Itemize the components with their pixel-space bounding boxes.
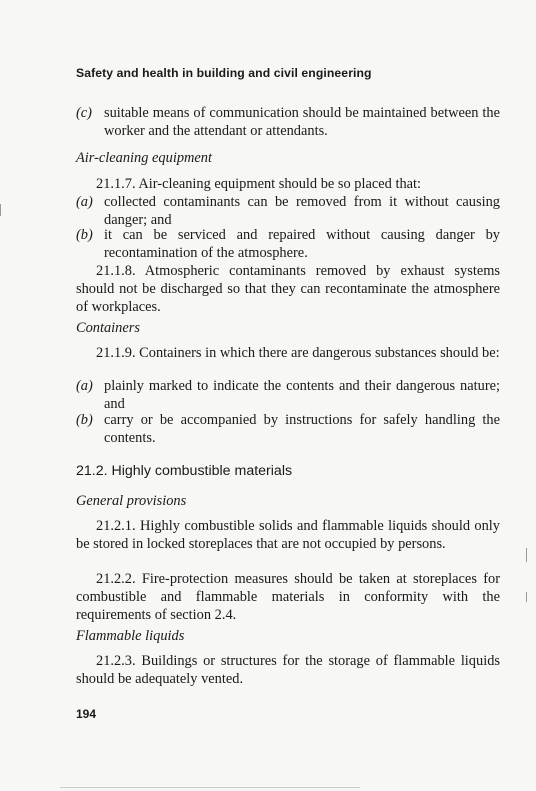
subheading-general-provisions: General provisions — [76, 493, 187, 509]
paragraph-21-2-1: 21.2.1. Highly combustible solids and flammable liquids should only be stored in locked storeplaces that are not occupied by persons. — [76, 518, 500, 552]
subheading-flammable-liquids: Flammable liquids — [76, 628, 185, 644]
list-item-c — [76, 104, 500, 140]
list-label: (a) — [76, 378, 93, 394]
list-item-a — [76, 377, 500, 413]
paragraph-21-1-7: 21.1.7. Air-cleaning equipment should be so placed that: — [96, 176, 422, 192]
list-label: (c) — [76, 105, 92, 121]
subheading-containers: Containers — [76, 320, 140, 336]
scan-bottom-edge — [60, 787, 360, 788]
list-label: (b) — [76, 227, 93, 243]
paragraph-21-1-9: 21.1.9. Containers in which there are dangerous substances should be: — [96, 345, 500, 361]
list-item-b — [76, 226, 500, 262]
list-text: plainly marked to indicate the contents and their dangerous nature; and — [104, 378, 500, 412]
list-label: (a) — [76, 194, 93, 210]
list-item-b — [76, 411, 500, 447]
list-text: it can be serviced and repaired without causing danger by recontamination of the atmosphere. — [104, 227, 500, 261]
subheading-air-cleaning: Air-cleaning equipment — [76, 150, 212, 166]
page-number: 194 — [76, 707, 97, 721]
scan-edge-mark — [526, 548, 527, 562]
section-heading: 21.2. Highly combustible materials — [76, 463, 293, 479]
list-text: carry or be accompanied by instructions for safely handling the contents. — [104, 412, 500, 446]
list-text: collected contaminants can be removed from it without causing danger; and — [104, 194, 500, 228]
list-text: suitable means of communication should be maintained between the worker and the attendant or attendants. — [104, 105, 500, 139]
list-item-a — [76, 193, 500, 229]
list-label: (b) — [76, 412, 93, 428]
paragraph-21-2-2: 21.2.2. Fire-protection measures should be taken at storeplaces for combustible and flammable materials in conformity with the requirements of section 2.4. — [76, 571, 500, 623]
running-head: Safety and health in building and civil engineering — [76, 66, 372, 80]
paragraph-21-1-8: 21.1.8. Atmospheric contaminants removed by exhaust systems should not be discharged so that they can recontaminate the atmosphere of workplaces. — [76, 263, 500, 315]
scan-edge-mark — [0, 204, 1, 216]
scan-edge-mark — [526, 592, 527, 602]
paragraph-21-2-3: 21.2.3. Buildings or structures for the storage of flammable liquids should be adequately vented. — [76, 653, 500, 687]
